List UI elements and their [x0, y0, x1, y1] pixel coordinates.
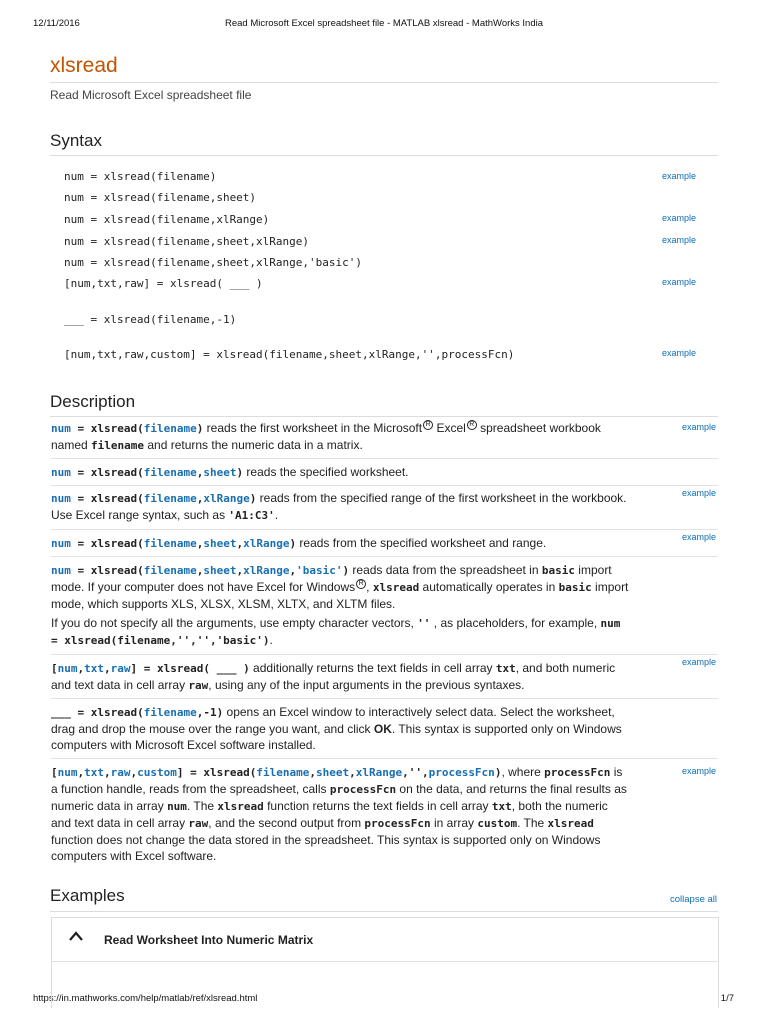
example-panel: [51, 917, 719, 1008]
syntax-line: ___ = xlsread(filename,-1): [64, 313, 237, 326]
description-example-link[interactable]: example: [682, 532, 717, 542]
description-note: If you do not specify all the arguments, use empty character vectors, '' , as placeholders, for example, num = xlsread(filename,'','','basic').: [51, 616, 621, 647]
description-example-link[interactable]: example: [682, 422, 717, 432]
description-example-link[interactable]: example: [682, 766, 717, 776]
description-heading: Description: [50, 392, 136, 411]
description-entry: num = xlsread(filename,sheet) reads the specified worksheet.: [51, 465, 409, 479]
syntax-line: [num,txt,raw,custom] = xlsread(filename,sheet,xlRange,'',processFcn): [64, 348, 515, 361]
syntax-line: [num,txt,raw] = xlsread( ___ ): [64, 277, 263, 290]
registered-mark: R: [467, 420, 477, 430]
purpose-line: Read Microsoft Excel spreadsheet file: [50, 88, 252, 102]
syntax-example-link[interactable]: example: [662, 348, 697, 358]
registered-mark: R: [356, 579, 366, 589]
examples-heading: Examples: [50, 886, 125, 905]
page-title: xlsread: [50, 54, 118, 77]
print-date: 12/11/2016: [33, 18, 80, 29]
description-example-link[interactable]: example: [682, 488, 717, 498]
syntax-line: num = xlsread(filename,sheet): [64, 191, 257, 204]
syntax-line: num = xlsread(filename): [64, 170, 217, 183]
description-entry: num = xlsread(filename,sheet,xlRange) reads from the specified worksheet and range.: [51, 536, 547, 550]
syntax-example-link[interactable]: example: [662, 213, 697, 223]
syntax-example-link[interactable]: example: [662, 171, 697, 181]
description-entry: num = xlsread(filename,xlRange) reads from the specified range of the first worksheet in the workbook. Use Excel range syntax, such as 'A1:C3'.: [51, 491, 627, 522]
syntax-example-link[interactable]: example: [662, 235, 697, 245]
print-doc-title: Read Microsoft Excel spreadsheet file - MATLAB xlsread - MathWorks India: [224, 18, 544, 29]
title-divider: [50, 82, 718, 83]
description-entry: num = xlsread(filename,sheet,xlRange,'basic') reads data from the spreadsheet in basic import mode. If your computer does not have Excel for Windows $^R$ , xlsread automatically operates in basic import mode, which supports XLS, XLSX, XLSM, XLTX, and XLTM files.: [51, 563, 629, 611]
description-entry: ___ = xlsread(filename,-1) opens an Excel window to interactively select data. Select the worksheet, drag and drop the mouse over the range you want, and click OK. This syntax is supported only on Windows computers with Microsoft Excel software installed.: [51, 705, 622, 752]
print-url: https://in.mathworks.com/help/matlab/ref/xlsread.html: [33, 993, 258, 1004]
chevron-up-icon[interactable]: [68, 930, 84, 942]
description-example-link[interactable]: example: [682, 657, 717, 667]
description-entry: [num,txt,raw] = xlsread( ___ ) additionally returns the text fields in cell array txt, and both numeric and text data in cell array raw, using any of the input arguments in the previous syntaxes.: [51, 661, 616, 692]
example-title[interactable]: Read Worksheet Into Numeric Matrix: [104, 933, 314, 947]
print-page-number: 1/7: [720, 993, 734, 1004]
syntax-line: num = xlsread(filename,sheet,xlRange): [64, 235, 310, 248]
description-entry: num = xlsread(filename) reads the first worksheet in the Microsoft $^R$ Excel $^R$ spreadsheet workbook named filename and returns the numeric data in a matrix.: [51, 421, 601, 452]
examples-divider: [50, 911, 718, 912]
syntax-example-link[interactable]: example: [662, 277, 697, 287]
output-arg[interactable]: num: [51, 422, 71, 435]
description-entry: [num,txt,raw,custom] = xlsread(filename,sheet,xlRange,'',processFcn), where processFcn is a function handle, reads from the spreadsheet, calls processFcn on the data, and returns the final results as numeric data in array num. The xlsread function returns the text fields in cell array txt, both the numeric and text data in cell array raw, and the second output from processFcn in array custom. The xlsread function does not change the data stored in the spreadsheet. This syntax is supported only on Windows computers with Excel software.: [51, 765, 627, 863]
syntax-line: num = xlsread(filename,xlRange): [64, 213, 270, 226]
description-divider: [50, 416, 718, 417]
registered-mark: R: [423, 420, 433, 430]
collapse-all-link[interactable]: collapse all: [670, 894, 717, 905]
syntax-divider: [50, 155, 718, 156]
syntax-heading: Syntax: [50, 131, 102, 150]
syntax-line: num = xlsread(filename,sheet,xlRange,'basic'): [64, 256, 363, 269]
input-arg[interactable]: filename: [143, 422, 197, 435]
